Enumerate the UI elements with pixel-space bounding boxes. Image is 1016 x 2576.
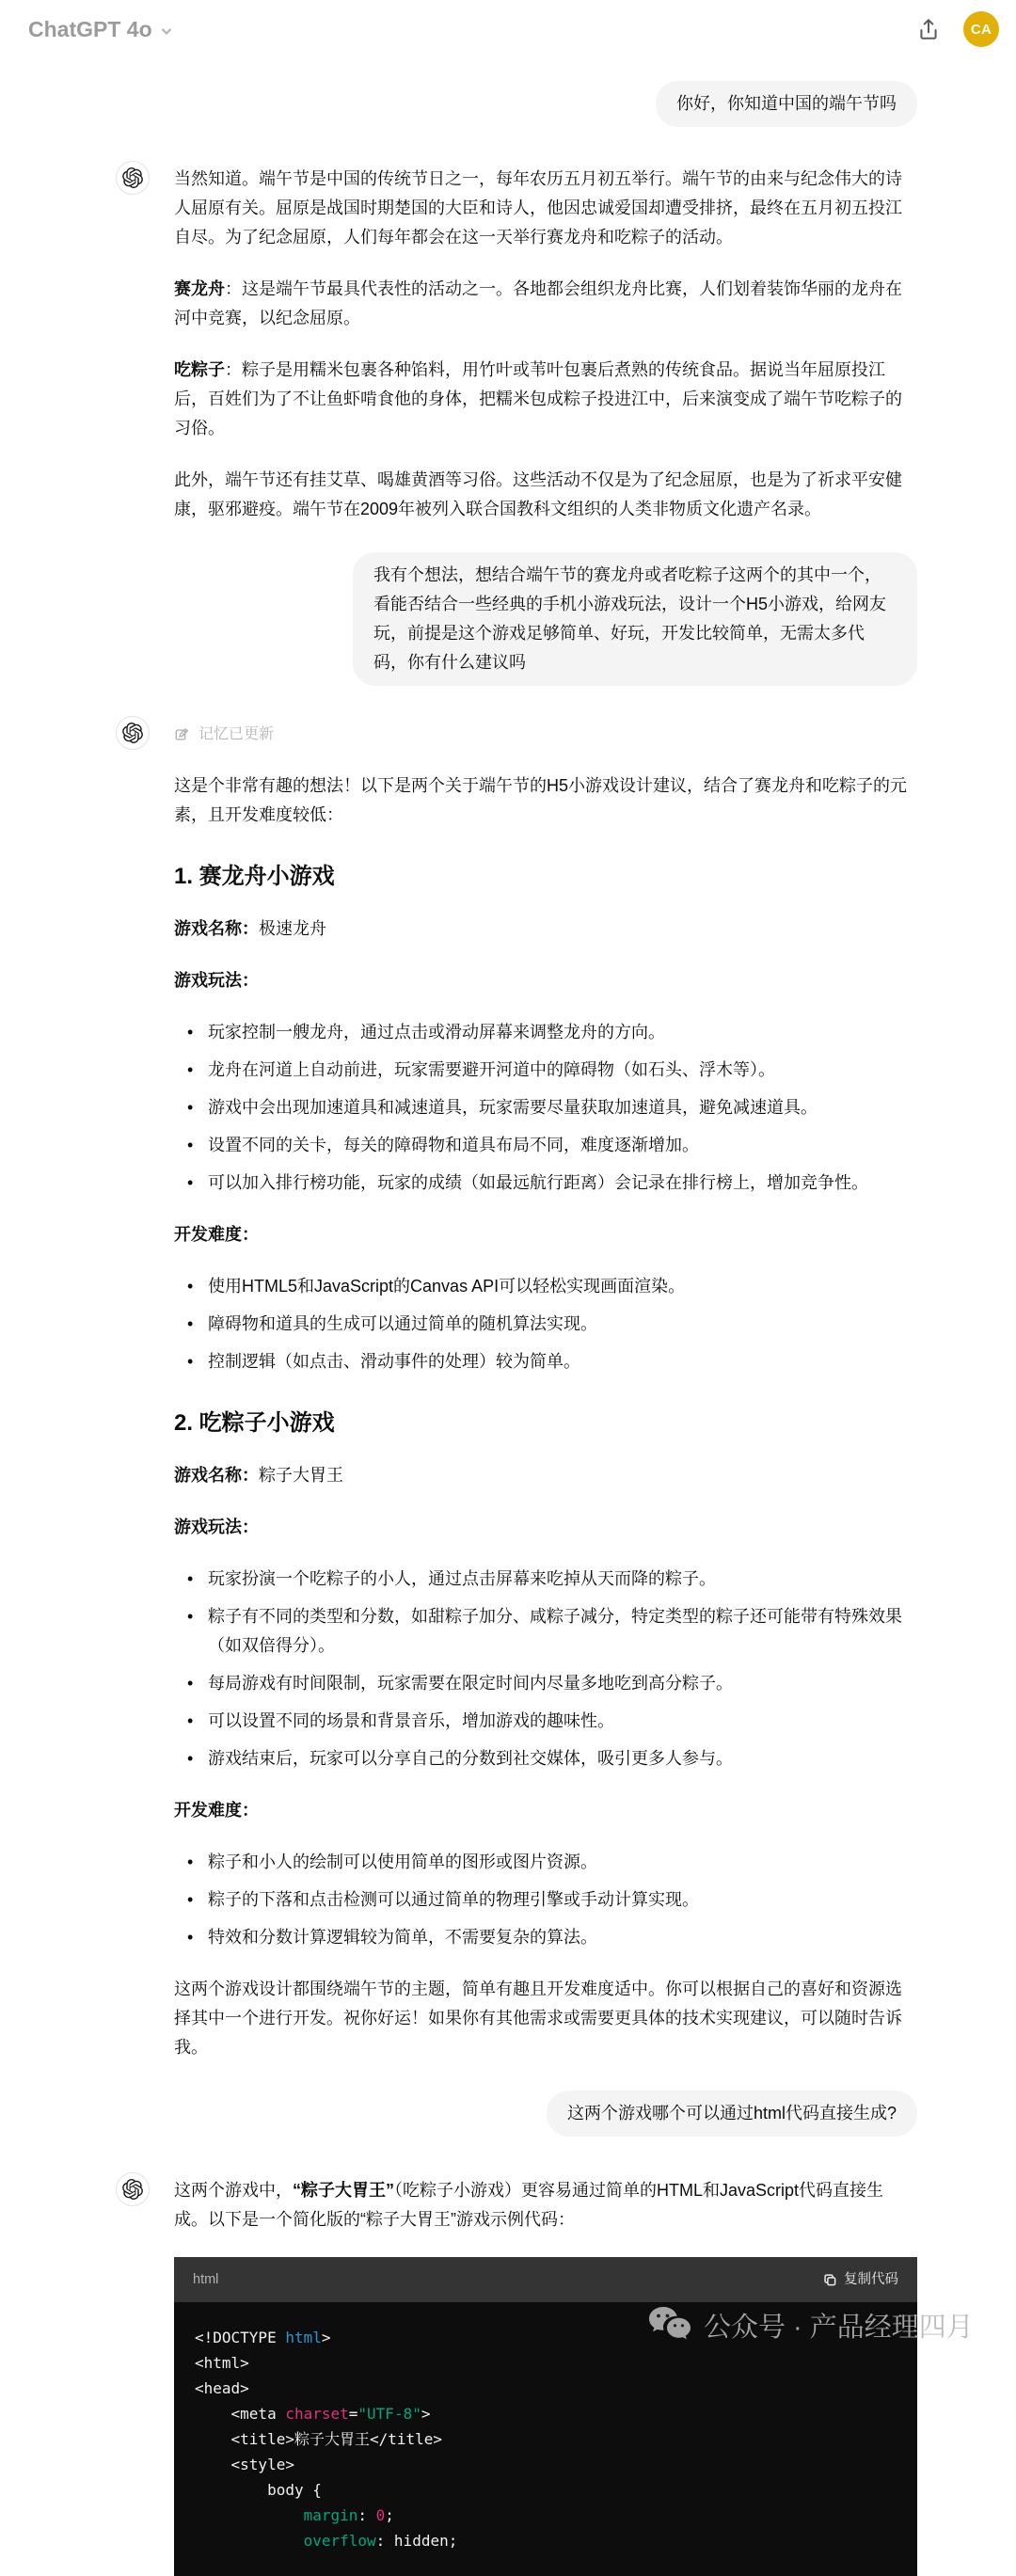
list-item: • 玩家扮演一个吃粽子的小人，通过点击屏幕来吃掉从天而降的粽子。 [174, 1565, 917, 1594]
list-item: • 游戏中会出现加速道具和减速道具，玩家需要尽量获取加速道具，避免减速道具。 [174, 1093, 917, 1122]
list-item: • 玩家控制一艘龙舟，通过点击或滑动屏幕来调整龙舟的方向。 [174, 1018, 917, 1047]
field-value: 粽子大胃王 [259, 1466, 343, 1485]
game1-play-label: 游戏玩法： [174, 971, 259, 990]
term-label: 吃粽子 [174, 360, 225, 379]
term-label: 赛龙舟 [174, 279, 225, 298]
memory-updated-label: 记忆已更新 [198, 726, 275, 742]
field-label: 游戏名称： [174, 1466, 259, 1485]
list-item: • 控制逻辑（如点击、滑动事件的处理）较为简单。 [174, 1347, 917, 1376]
list-item: • 设置不同的关卡，每关的障碍物和道具布局不同，难度逐渐增加。 [174, 1131, 917, 1160]
list-item: • 游戏结束后，玩家可以分享自己的分数到社交媒体，吸引更多人参与。 [174, 1744, 917, 1773]
chevron-down-icon [160, 24, 173, 38]
avatar-initials: CA [970, 21, 992, 38]
game1-dev-label: 开发难度： [174, 1225, 259, 1244]
list-item: • 每局游戏有时间限制，玩家需要在限定时间内尽量多地吃到高分粽子。 [174, 1669, 917, 1698]
assistant-paragraph [174, 275, 917, 333]
user-message-row [174, 2091, 917, 2137]
model-switcher[interactable] [28, 17, 173, 42]
code-line: <style> [195, 2456, 294, 2473]
memory-updated-notice[interactable] [174, 720, 917, 749]
user-message-bubble: 你好，你知道中国的端午节吗 [656, 81, 917, 127]
list-item: • 特效和分数计算逻辑较为简单，不需要复杂的算法。 [174, 1923, 917, 1952]
code-line: <head> [195, 2379, 249, 2397]
copy-code-button[interactable] [823, 2266, 898, 2295]
field-label: 游戏名称： [174, 919, 259, 938]
assistant-message [174, 720, 917, 2062]
assistant-paragraph: 此外，端午节还有挂艾草、喝雄黄酒等习俗。这些活动不仅是为了纪念屈原，也是为了祈求平安健康，驱邪避疫。端午节在2009年被列入联合国教科文组织的人类非物质文化遗产名录。 [174, 470, 902, 518]
openai-logo-icon [122, 2179, 143, 2200]
text-post: （吃粽子小游戏）更容易通过简单的HTML和JavaScript代码直接生成。以下是一个简化版的“粽子大胃王”游戏示例代码： [174, 2181, 884, 2229]
list-item: • 可以加入排行榜功能，玩家的成绩（如最远航行距离）会记录在排行榜上，增加竞争性。 [174, 1169, 917, 1198]
top-bar [0, 0, 1016, 56]
field-value: 极速龙舟 [259, 919, 326, 938]
share-icon [916, 17, 941, 41]
game-name-bold: “粽子大胃王” [293, 2181, 394, 2200]
game2-dev-list [174, 1848, 917, 1952]
list-item: • 粽子的下落和点击检测可以通过简单的物理引擎或手动计算实现。 [174, 1885, 917, 1915]
list-item: • 粽子有不同的类型和分数，如甜粽子加分、咸粽子减分，特定类型的粽子还可能带有特殊效果（如双倍得分）。 [174, 1602, 917, 1661]
conversation [174, 81, 917, 2576]
list-item: • 粽子和小人的绘制可以使用简单的图形或图片资源。 [174, 1848, 917, 1877]
code-line: overflow: hidden; [303, 2532, 458, 2550]
term-text: ：这是端午节最具代表性的活动之一。各地都会组织龙舟比赛，人们划着装饰华丽的龙舟在河中竞赛，以纪念屈原。 [174, 279, 902, 327]
code-line: <meta charset="UTF-8"> [195, 2405, 431, 2423]
assistant-paragraph [174, 2176, 917, 2234]
game2-play-list [174, 1565, 917, 1773]
assistant-avatar [116, 161, 150, 195]
list-item: • 龙舟在河道上自动前进，玩家需要避开河道中的障碍物（如石头、浮木等）。 [174, 1056, 917, 1085]
account-avatar[interactable] [963, 11, 999, 47]
top-bar-actions [914, 11, 999, 47]
game2-play-label: 游戏玩法： [174, 1518, 259, 1536]
code-line: <!DOCTYPE html> [195, 2329, 331, 2346]
game1-name [174, 914, 917, 944]
game2-heading: 2. 吃粽子小游戏 [174, 1410, 335, 1436]
assistant-paragraph: 当然知道。端午节是中国的传统节日之一，每年农历五月初五举行。端午节的由来与纪念伟大的诗人屈原有关。屈原是战国时期楚国的大臣和诗人，他因忠诚爱国却遭受排挤，最终在五月初五投江自尽。为了纪念屈原，人们每年都会在这一天举行赛龙舟和吃粽子的活动。 [174, 169, 902, 246]
term-text: ：粽子是用糯米包裹各种馅料，用竹叶或苇叶包裹后煮熟的传统食品。据说当年屈原投江后，百姓们为了不让鱼虾啃食他的身体，把糯米包成粽子投进江中，后来演变成了端午节吃粽子的习俗。 [174, 360, 902, 437]
user-message-row [174, 81, 917, 127]
user-message-row [174, 552, 917, 686]
memory-icon [174, 726, 191, 743]
openai-logo-icon [122, 723, 143, 743]
text-pre: 这两个游戏中， [174, 2181, 293, 2200]
model-label: ChatGPT 4o [28, 16, 152, 41]
game1-play-list [174, 1018, 917, 1198]
assistant-paragraph [174, 356, 917, 443]
openai-logo-icon [122, 167, 143, 188]
code-language-label: html [193, 2271, 219, 2287]
copy-code-label: 复制代码 [844, 2271, 898, 2287]
share-button[interactable] [914, 15, 943, 43]
assistant-avatar [116, 716, 150, 750]
watermark-text: 公众号 · 产品经理四月 [704, 2312, 974, 2343]
copy-icon [823, 2273, 837, 2287]
game2-dev-label: 开发难度： [174, 1801, 259, 1820]
assistant-paragraph: 这两个游戏设计都围绕端午节的主题，简单有趣且开发难度适中。你可以根据自己的喜好和资源选择其中一个进行开发。祝你好运！如果你有其他需求或需要更具体的技术实现建议，可以随时告诉我。 [174, 1980, 902, 2057]
code-line: <html> [195, 2354, 249, 2372]
list-item: • 可以设置不同的场景和背景音乐，增加游戏的趣味性。 [174, 1707, 917, 1736]
game2-name [174, 1461, 917, 1490]
code-line: <title>粽子大胃王</title> [195, 2430, 443, 2448]
code-line: body { [195, 2481, 322, 2499]
list-item: • 使用HTML5和JavaScript的Canvas API可以轻松实现画面渲染。 [174, 1272, 917, 1301]
game1-heading: 1. 赛龙舟小游戏 [174, 864, 335, 889]
assistant-paragraph: 这是个非常有趣的想法！以下是两个关于端午节的H5小游戏设计建议，结合了赛龙舟和吃粽子的元素，且开发难度较低： [174, 776, 908, 824]
user-message-bubble: 这两个游戏哪个可以通过html代码直接生成? [547, 2091, 917, 2137]
assistant-avatar [116, 2172, 150, 2206]
assistant-message [174, 2176, 917, 2576]
code-block [174, 2257, 917, 2576]
list-item: • 障碍物和道具的生成可以通过简单的随机算法实现。 [174, 1310, 917, 1339]
code-content [174, 2302, 917, 2576]
code-block-header [174, 2257, 917, 2302]
assistant-message [174, 165, 917, 524]
game1-dev-list [174, 1272, 917, 1376]
user-message-bubble: 我有个想法，想结合端午节的赛龙舟或者吃粽子这两个的其中一个，看能否结合一些经典的手机小游戏玩法，设计一个H5小游戏，给网友玩，前提是这个游戏足够简单、好玩，开发比较简单，无需太多代码，你有什么建议吗 [353, 552, 917, 686]
code-line: margin: 0; [303, 2506, 394, 2524]
